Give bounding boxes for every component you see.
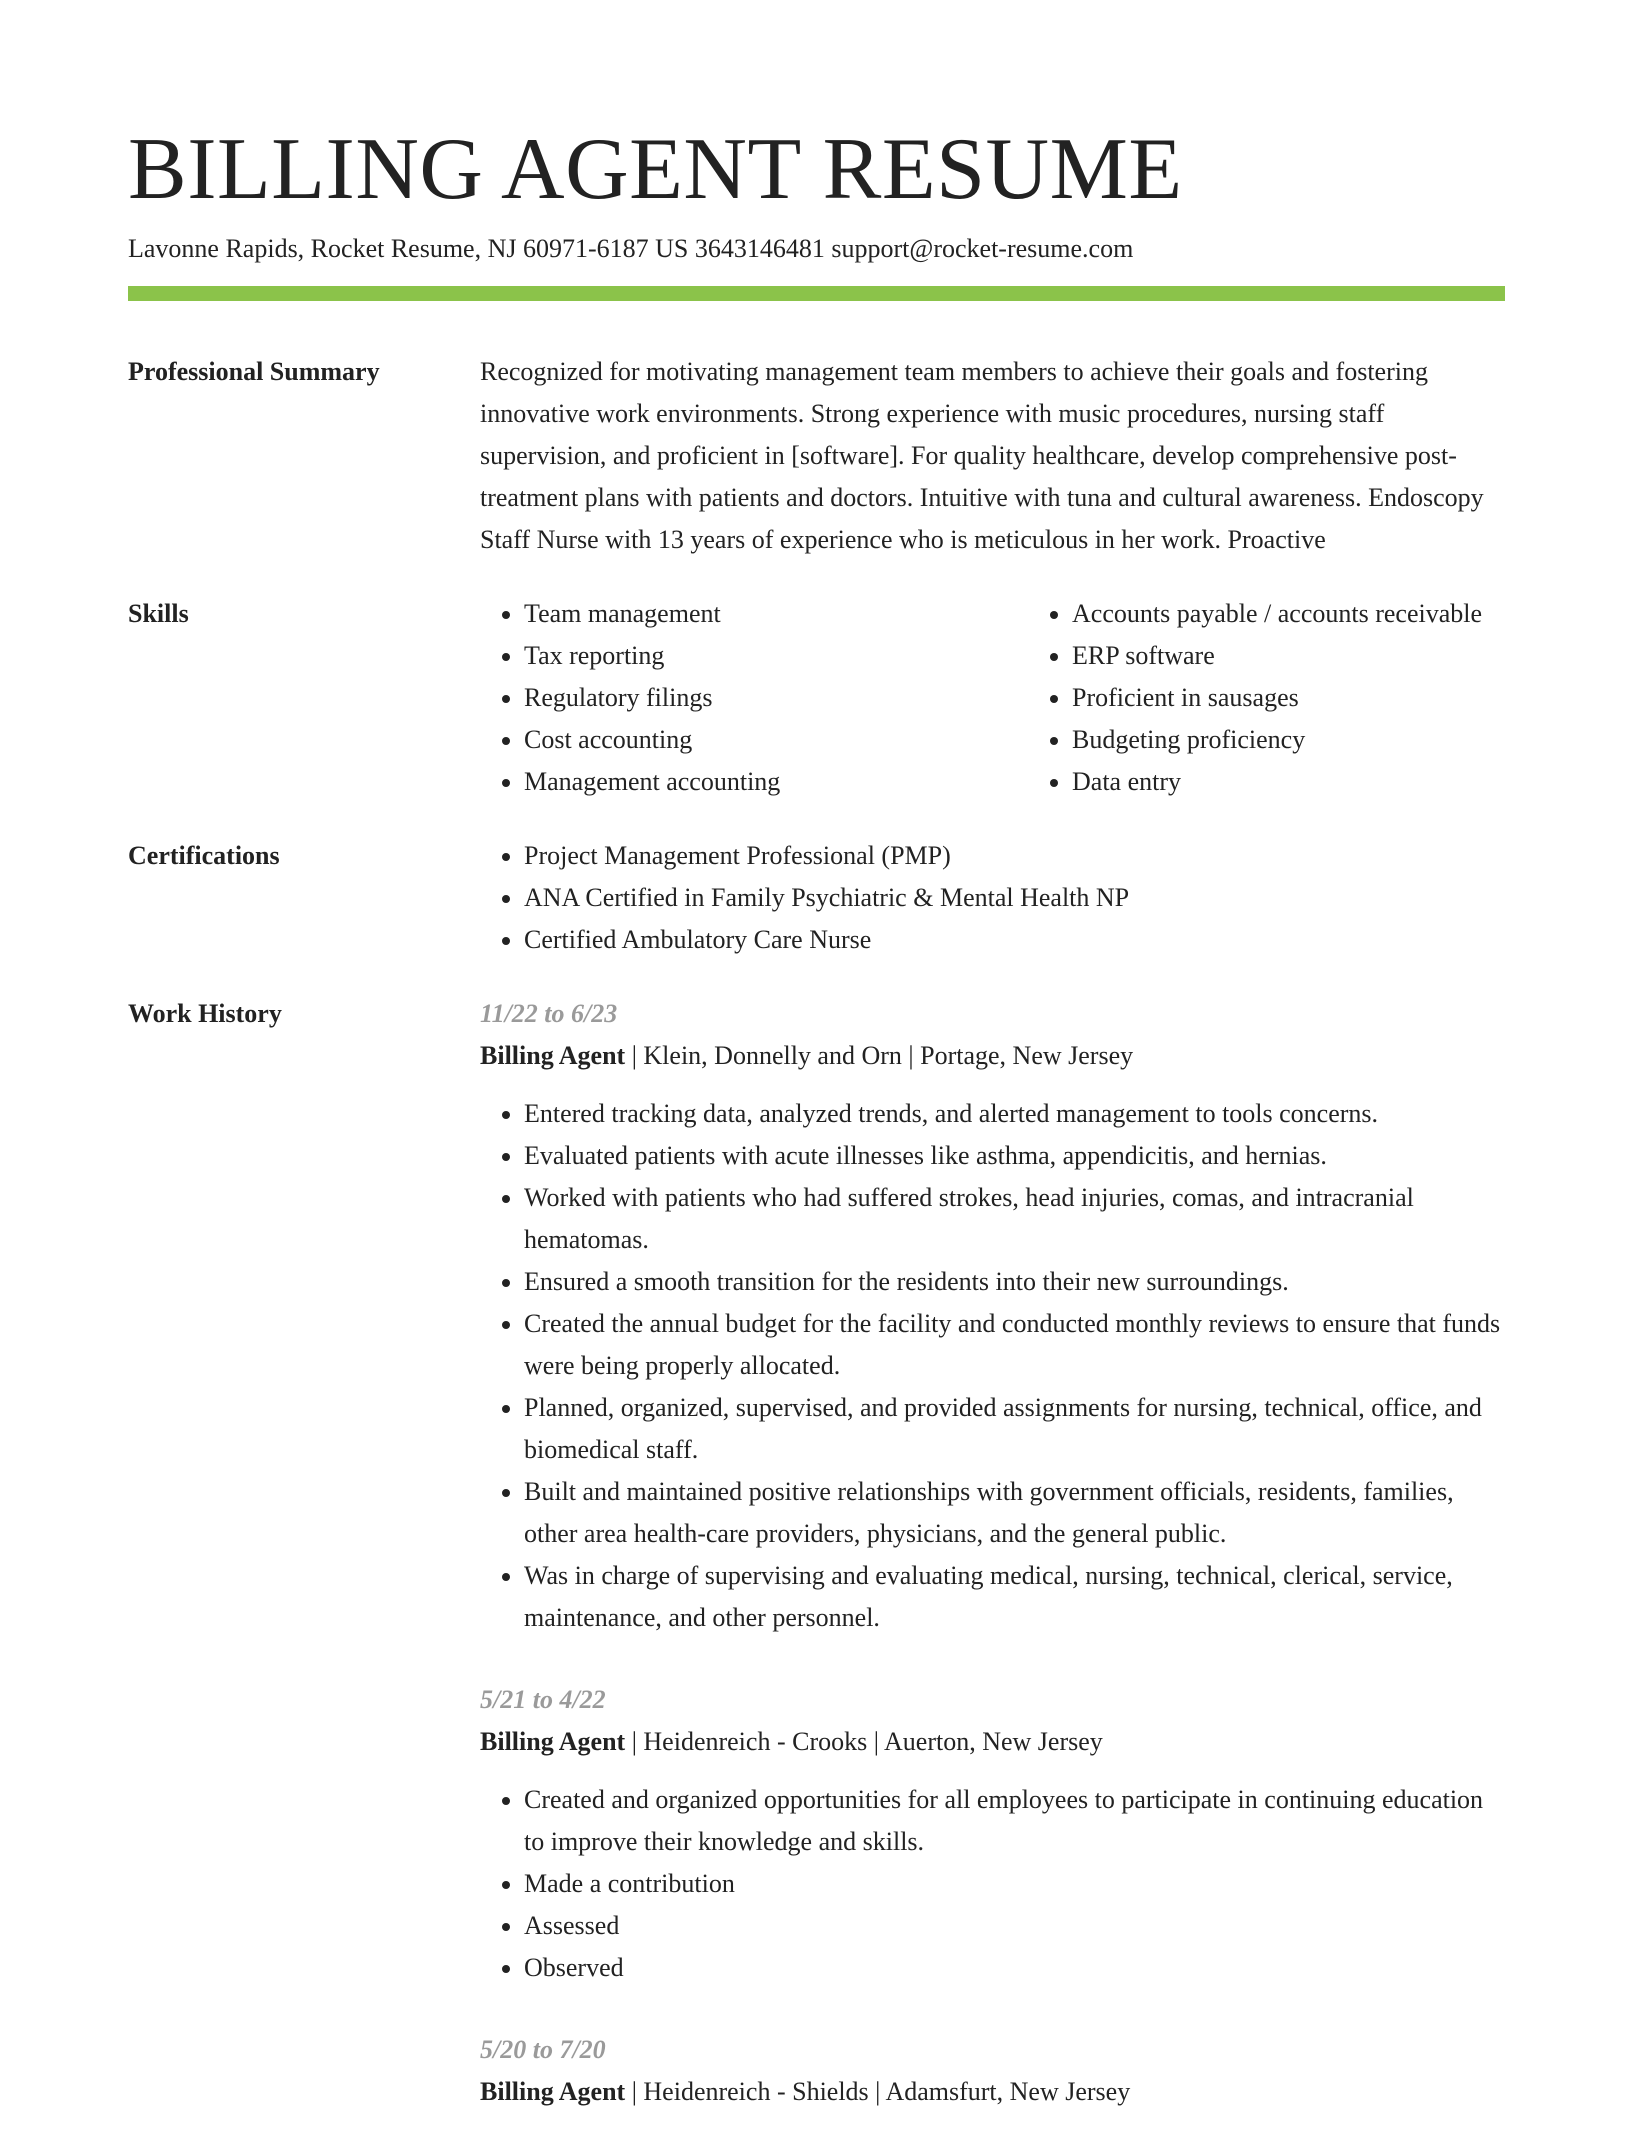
job-entry: [480, 2029, 1505, 2113]
skill-item: • Tax reporting: [524, 635, 1028, 677]
job-dates: 11/22 to 6/23: [480, 999, 618, 1028]
job-bullet: • Created and organized opportunities for all employees to participate in continuing education to improve their knowledge and skills.: [524, 1779, 1505, 1863]
section-label: Professional Summary: [128, 357, 380, 386]
skill-item: • Regulatory filings: [524, 677, 1028, 719]
job-title: Billing Agent: [480, 1727, 626, 1756]
job-details: | Heidenreich - Crooks | Auerton, New Jersey: [625, 1727, 1103, 1756]
summary-text: Recognized for motivating management team members to achieve their goals and fostering innovative work environments. Strong experience with music procedures, nursing staff supervision, and proficient in [software]. For quality healthcare, develop comprehensive post-treatment plans with patients and doctors. Intuitive with tuna and cultural awareness. Endoscopy Staff Nurse with 13 years of experience who is meticulous in her work. Proactive: [480, 357, 1484, 554]
skills-list-left: [480, 593, 1028, 803]
job-bullet: • Observed: [524, 1947, 1505, 1989]
section-label: Certifications: [128, 841, 280, 870]
skill-item: • Budgeting proficiency: [1072, 719, 1482, 761]
skill-item: • Team management: [524, 593, 1028, 635]
certifications-section: [128, 835, 1505, 961]
job-bullet-list: [480, 1779, 1505, 1989]
job-title: Billing Agent: [480, 1041, 626, 1070]
job-bullet: • Created the annual budget for the facility and conducted monthly reviews to ensure that funds were being properly allocated.: [524, 1303, 1505, 1387]
skills-section: [128, 593, 1505, 803]
work-history-section: [128, 993, 1505, 2153]
job-dates: 5/21 to 4/22: [480, 1685, 606, 1714]
skill-item: • Accounts payable / accounts receivable: [1072, 593, 1482, 635]
job-bullet: • Planned, organized, supervised, and provided assignments for nursing, technical, office, and biomedical staff.: [524, 1387, 1505, 1471]
job-heading: [480, 1721, 1505, 1763]
professional-summary-section: [128, 351, 1505, 561]
certification-item: • Certified Ambulatory Care Nurse: [524, 919, 1505, 961]
job-bullet: • Entered tracking data, analyzed trends, and alerted management to tools concerns.: [524, 1093, 1505, 1135]
certifications-list: [480, 835, 1505, 961]
job-details: | Heidenreich - Shields | Adamsfurt, New Jersey: [625, 2077, 1131, 2106]
job-bullet: • Assessed: [524, 1905, 1505, 1947]
job-bullet: • Worked with patients who had suffered strokes, head injuries, comas, and intracranial hematomas.: [524, 1177, 1505, 1261]
work-history-content: [480, 993, 1505, 2153]
job-bullet: • Made a contribution: [524, 1863, 1505, 1905]
resume-page: [128, 118, 1505, 2153]
section-label: Skills: [128, 599, 189, 628]
job-bullet: • Evaluated patients with acute illnesses like asthma, appendicitis, and hernias.: [524, 1135, 1505, 1177]
skills-list-right: [1028, 593, 1482, 803]
job-dates: 5/20 to 7/20: [480, 2035, 606, 2064]
accent-divider: [128, 286, 1505, 301]
section-label: Work History: [128, 999, 282, 1028]
job-bullet: • Ensured a smooth transition for the residents into their new surroundings.: [524, 1261, 1505, 1303]
job-details: | Klein, Donnelly and Orn | Portage, New Jersey: [625, 1041, 1134, 1070]
certifications-content: [480, 835, 1505, 961]
contact-line: Lavonne Rapids, Rocket Resume, NJ 60971-6187 US 3643146481 support@rocket-resume.com: [128, 234, 1134, 263]
skill-item: • ERP software: [1072, 635, 1482, 677]
job-bullet: • Built and maintained positive relationships with government officials, residents, families, other area health-care providers, physicians, and the general public.: [524, 1471, 1505, 1555]
skill-item: • Proficient in sausages: [1072, 677, 1482, 719]
job-title: Billing Agent: [480, 2077, 626, 2106]
skill-item: • Cost accounting: [524, 719, 1028, 761]
job-bullet-list: [480, 1093, 1505, 1639]
job-heading: [480, 2071, 1505, 2113]
certification-item: • ANA Certified in Family Psychiatric & Mental Health NP: [524, 877, 1505, 919]
job-entry: [480, 993, 1505, 1639]
resume-title: BILLING AGENT RESUME: [128, 121, 1183, 218]
job-heading: [480, 1035, 1505, 1077]
certification-item: • Project Management Professional (PMP): [524, 835, 1505, 877]
job-entry: [480, 1679, 1505, 1989]
skill-item: • Management accounting: [524, 761, 1028, 803]
job-bullet: • Was in charge of supervising and evaluating medical, nursing, technical, clerical, service, maintenance, and other personnel.: [524, 1555, 1505, 1639]
skill-item: • Data entry: [1072, 761, 1482, 803]
skills-grid: [480, 593, 1505, 803]
